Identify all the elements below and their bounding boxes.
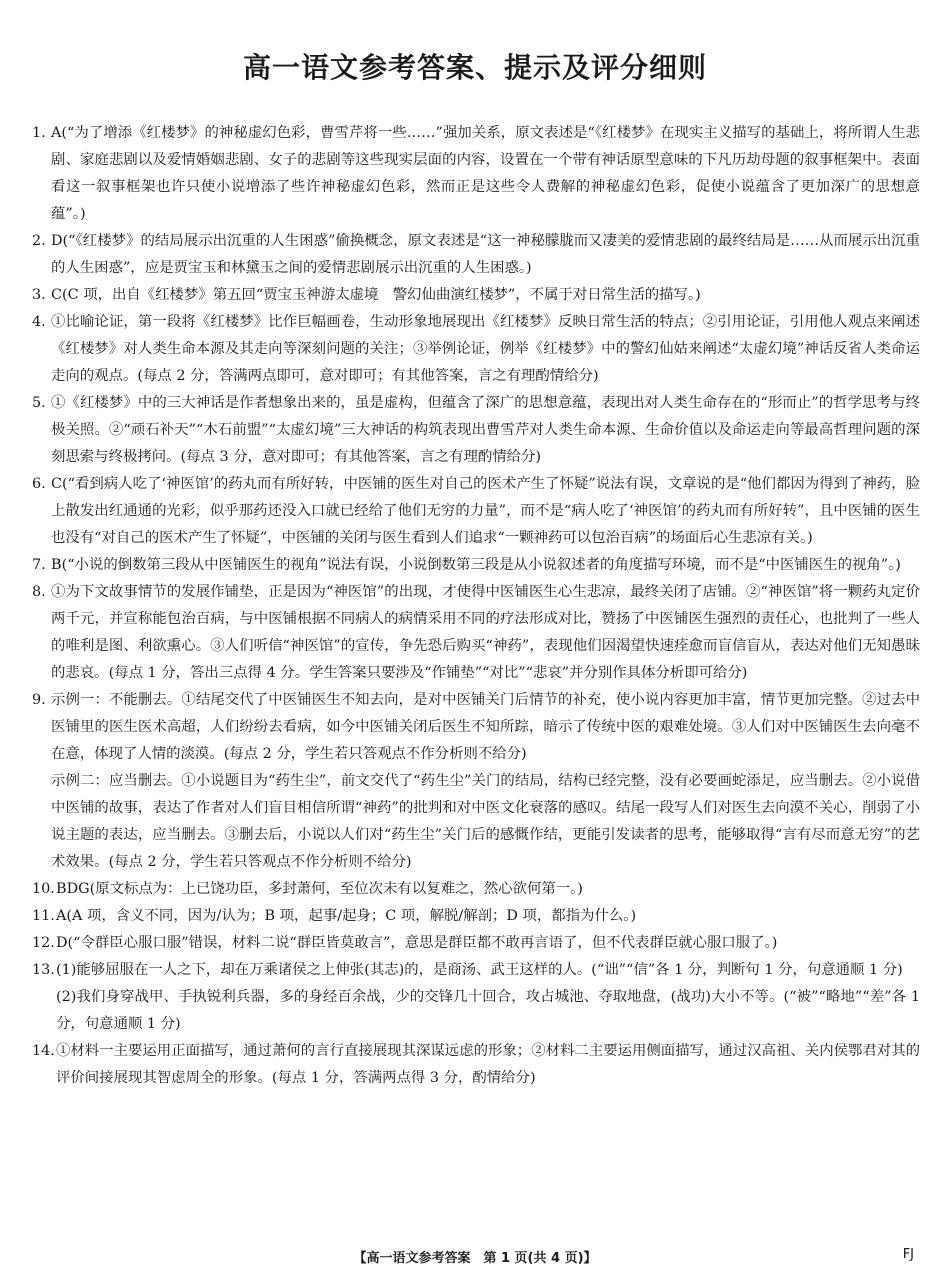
answer-text: B(“小说的倒数第三段从中医铺医生的视角”说法有误，小说倒数第三段是从小说叙述者的角度描写环境，而不是“中医铺医生的视角”。)	[51, 557, 901, 573]
answer-item	[32, 579, 920, 687]
answer-item	[32, 903, 920, 930]
answer-number: 14.	[32, 1043, 55, 1059]
answer-text-continued: (2)我们身穿战甲、手执锐利兵器，多的身经百余战，少的交锋几十回合，攻占城池、夺取地盘，(战功)大小不等。(“被”“略地”“差”各 1 分，句意通顺 1 分)	[56, 989, 920, 1032]
answer-item	[32, 957, 920, 1038]
footer-code: FJ	[902, 1247, 914, 1262]
answer-list	[32, 120, 920, 1092]
answer-number: 5.	[32, 395, 46, 411]
answer-item	[32, 309, 920, 390]
answer-text: D(“《红楼梦》的结局展示出沉重的人生困惑”偷换概念，原文表述是“这一神秘朦胧而又凄美的爱情悲剧的最终结局是……从而展示出沉重的人生困惑”，应是贾宝玉和林黛玉之间的爱情悲剧展示出沉重的人生困惑。)	[51, 233, 920, 276]
answer-text: ①《红楼梦》中的三大神话是作者想象出来的，虽是虚构，但蕴含了深广的思想意蕴，表现出对人类生命存在的“形而止”的哲学思考与终极关照。②“顽石补天”“木石前盟”“太虚幻境”三大神话的构筑表现出曹雪芹对人类生命本源、生命价值以及命运走向等最高哲理问题的深刻思索与终极拷问。(每点 3 分，意对即可；有其他答案，言之有理酌情给分)	[51, 395, 920, 465]
answer-number: 2.	[32, 233, 46, 249]
answer-number: 7.	[32, 557, 46, 573]
answer-item	[32, 471, 920, 552]
answer-number: 1.	[32, 125, 46, 141]
answer-text-continued: 示例二：应当删去。①小说题目为“药生尘”，前文交代了“药生尘”关门的结局，结构已经完整，没有必要画蛇添足，应当删去。②小说借中医铺的故事，表达了作者对人们盲目相信所谓“神药”的批判和对中医文化衰落的感叹。结尾一段写人们对医生去向漠不关心，削弱了小说主题的表达，应当删去。③删去后，小说以人们对“药生尘”关门后的感慨作结，更能引发读者的思考，能够取得“言有尽而意无穷”的艺术效果。(每点 2 分，学生若只答观点不作分析则不给分)	[51, 773, 920, 870]
answer-text: A(“为了增添《红楼梦》的神秘虚幻色彩，曹雪芹将一些……”强加关系，原文表述是“《红楼梦》在现实主义描写的基础上，将所谓人生悲剧、家庭悲剧以及爱情婚姻悲剧、女子的悲剧等这些现实层面的内容，设置在一个带有神话原型意味的下凡历劫母题的叙事框架中。表面看这一叙事框架也许只使小说增添了些许神秘虚幻色彩，然而正是这些令人费解的神秘虚幻色彩，促使小说蕴含了更加深广的思想意蕴”。)	[51, 125, 920, 222]
answer-text: ①材料一主要运用正面描写，通过萧何的言行直接展现其深谋远虑的形象；②材料二主要运用侧面描写，通过汉高祖、关内侯鄂君对其的评价间接展现其智虑周全的形象。(每点 1 分，答满两点得 3 分，酌情给分)	[56, 1043, 920, 1086]
answer-number: 12.	[32, 935, 55, 951]
answer-text: C(“看到病人吃了‘神医馆’的药丸而有所好转，中医铺的医生对自己的医术产生了怀疑”说法有误，文章说的是“他们都因为得到了神药，脸上散发出红通通的光彩，似乎那药还没入口就已经给了他们无穷的力量”，而不是“病人吃了‘神医馆’的药丸而有所好转”，且中医铺的医生也没有“对自己的医术产生了怀疑”，中医铺的关闭与医生看到人们追求“一颗神药可以包治百病”的场面后心生悲凉有关。)	[51, 476, 920, 546]
answer-item	[32, 930, 920, 957]
answer-text: 示例一：不能删去。①结尾交代了中医铺医生不知去向，是对中医铺关门后情节的补充，使小说内容更加丰富，情节更加完整。②过去中医铺里的医生医术高超，人们纷纷去看病，如今中医铺关闭后医生不知所踪，暗示了传统中医的艰难处境。③人们对中医铺医生去向毫不在意，体现了人情的淡漠。(每点 2 分，学生若只答观点不作分析则不给分)	[51, 692, 920, 762]
answer-number: 6.	[32, 476, 46, 492]
answer-text: (1)能够屈服在一人之下，却在万乘诸侯之上伸张(其志)的，是商汤、武王这样的人。(“诎”“信”各 1 分，判断句 1 分，句意通顺 1 分)	[56, 962, 903, 978]
answer-item	[32, 552, 920, 579]
answer-item	[32, 390, 920, 471]
answer-number: 9.	[32, 692, 46, 708]
answer-number: 3.	[32, 287, 46, 303]
answer-item	[32, 687, 920, 876]
answer-item	[32, 876, 920, 903]
answer-item	[32, 228, 920, 282]
answer-text: ①比喻论证，第一段将《红楼梦》比作巨幅画卷，生动形象地展现出《红楼梦》反映日常生活的特点；②引用论证，引用他人观点来阐述《红楼梦》对人类生命本源及其走向等深刻问题的关注；③举例论证，例举《红楼梦》中的警幻仙姑来阐述“太虚幻境”神话反省人类命运走向的观点。(每点 2 分，答满两点即可，意对即可；有其他答案，言之有理酌情给分)	[51, 314, 920, 384]
answer-number: 11.	[32, 908, 55, 924]
answer-item	[32, 282, 920, 309]
footer-page-label: 【高一语文参考答案 第 1 页(共 4 页)】	[353, 1251, 597, 1266]
answer-item	[32, 120, 920, 228]
answer-number: 8.	[32, 584, 46, 600]
answer-text: D(“令群臣心服口服”错误，材料二说“群臣皆莫敢言”，意思是群臣都不敢再言语了，但不代表群臣就心服口服了。)	[56, 935, 778, 951]
answer-number: 13.	[32, 962, 55, 978]
answer-number: 10.	[32, 881, 55, 897]
answer-item	[32, 1038, 920, 1092]
answer-text: A(A 项，含义不同，因为/认为；B 项，起事/起身；C 项，解脱/解剖；D 项，都指为什么。)	[56, 908, 637, 924]
answer-number: 4.	[32, 314, 46, 330]
answer-text: ①为下文故事情节的发展作铺垫，正是因为“神医馆”的出现，才使得中医铺医生心生悲凉，最终关闭了店铺。②“神医馆”将一颗药丸定价两千元，并宣称能包治百病，与中医铺根据不同病人的病情采用不同的疗法形成对比，赞扬了中医铺医生强烈的责任心，也批判了一些人的唯利是图、利欲熏心。③人们听信“神医馆”的宣传，争先恐后购买“神药”，表现他们因渴望快速痊愈而盲信盲从，表达对他们无知愚昧的悲哀。(每点 1 分，答出三点得 4 分。学生答案只要涉及“作铺垫”“对比”“悲哀”并分别作具体分析即可给分)	[51, 584, 920, 681]
answer-text: BDG(原文标点为：上已饶功臣，多封萧何，至位次未有以复难之，然心欲何第一。)	[56, 881, 583, 897]
answer-text: C(C 项，出自《红楼梦》第五回“贾宝玉神游太虚境 警幻仙曲演红楼梦”，不属于对日常生活的描写。)	[51, 287, 701, 303]
page-title: 高一语文参考答案、提示及评分细则	[242, 51, 707, 84]
